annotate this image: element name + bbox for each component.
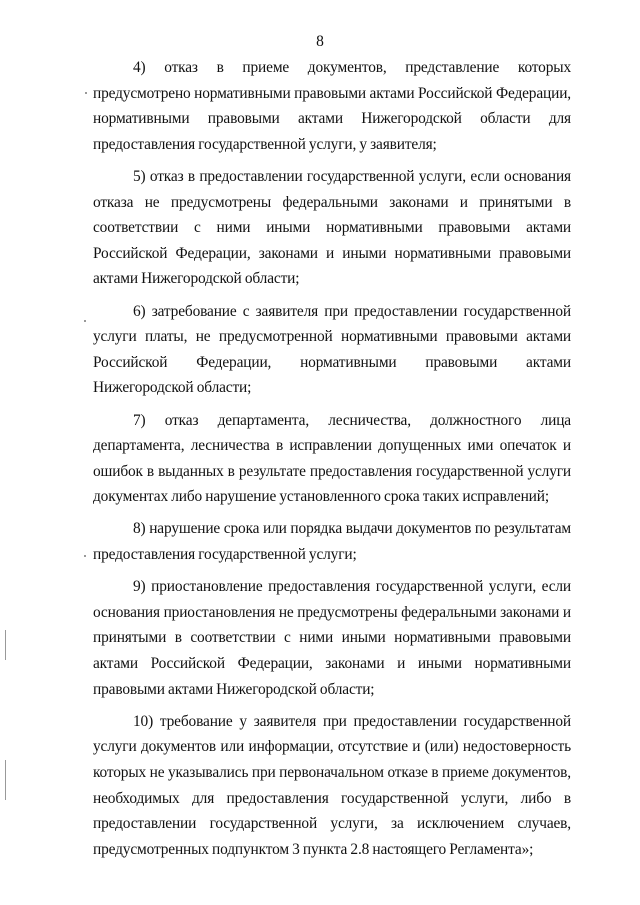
page-number: 8	[316, 33, 324, 50]
scan-mark	[84, 555, 86, 557]
list-item-5: 5) отказ в предоставлении государственной услуги, если основания отказа не предусмотрены федеральными законами и принятыми в соответствии с ними иными нормативными правовыми актами Российской Федерации, законами и иными нормативными правовыми актами Нижегородской области;	[93, 167, 571, 288]
scan-mark	[5, 630, 6, 660]
document-body	[93, 55, 571, 869]
list-item-6: 6) затребование с заявителя при предоставлении государственной услуги платы, не предусмотренной нормативными правовыми актами Российской Федерации, нормативными правовыми актами Нижегородской области;	[93, 302, 571, 397]
list-item-10: 10) требование у заявителя при предоставлении государственной услуги документов или информации, отсутствие и (или) недостоверность которых не указывались при первоначальном отказе в приеме документов, необходимых для предоставления государственной услуги, либо в предоставлении государственной услуги, за исключением случаев, предусмотренных подпунктом 3 пункта 2.8 настоящего Регламента»;	[93, 712, 571, 858]
list-item-8: 8) нарушение срока или порядка выдачи документов по результатам предоставления государственной услуги;	[93, 520, 571, 564]
scan-mark	[84, 320, 86, 322]
scan-mark	[5, 760, 6, 800]
list-item-9: 9) приостановление предоставления государственной услуги, если основания приостановления не предусмотрены федеральными законами и принятыми в соответствии с ними иными нормативными правовыми актами Российской Федерации, законами и иными нормативными правовыми актами Нижегородской области;	[93, 578, 571, 698]
list-item-4: 4) отказ в приеме документов, представление которых предусмотрено нормативными правовыми актами Российской Федерации, нормативными правовыми актами Нижегородской области для предоставления государственной услуги, у заявителя;	[93, 59, 571, 153]
list-item-7: 7) отказ департамента, лесничества, должностного лица департамента, лесничества в исправлении допущенных ими опечаток и ошибок в выданных в результате предоставления государственной услуги документах либо нарушение установленного срока таких исправлений;	[93, 411, 571, 506]
scan-mark	[85, 92, 87, 94]
